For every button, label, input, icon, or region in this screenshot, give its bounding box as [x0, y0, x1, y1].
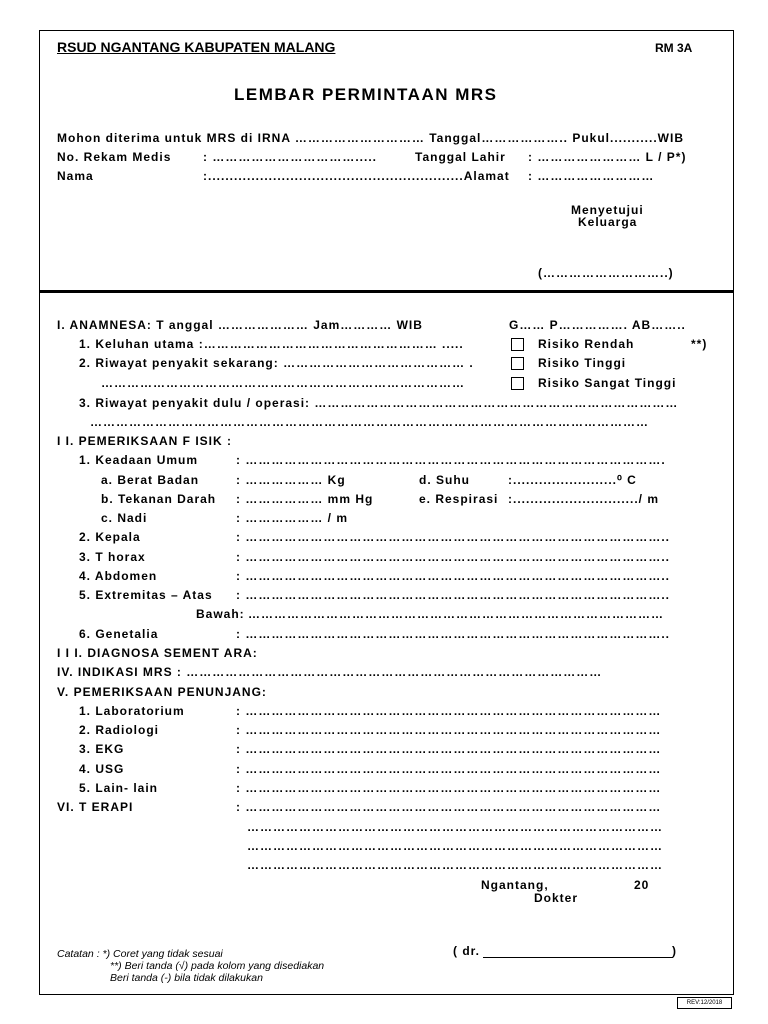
thorax-field[interactable]: : ……………………………………………………………………………………..: [236, 550, 670, 564]
revision-label: REV:12/2018: [677, 997, 732, 1009]
tekanan-darah-field[interactable]: : ……………… mm Hg: [236, 492, 374, 506]
terapi-field-2[interactable]: ……………………………………………………………………………………: [247, 820, 663, 834]
risiko-rendah-label: Risiko Rendah: [538, 337, 635, 351]
note-3: Beri tanda (-) bila tidak dilakukan: [110, 972, 263, 984]
nadi-label: c. Nadi: [101, 511, 148, 525]
suhu-field[interactable]: :........................⁰ C: [508, 473, 637, 487]
riwayat-sekarang-field[interactable]: 2. Riwayat penyakit sekarang: …………………………………… .: [79, 356, 474, 370]
keadaan-umum-label: 1. Keadaan Umum: [79, 453, 199, 467]
doctor-name-line[interactable]: [483, 957, 673, 958]
diagnosa-heading: I I I. DIAGNOSA SEMENT ARA:: [57, 646, 258, 660]
alamat-field[interactable]: : ………………………: [528, 169, 655, 183]
rekam-medis-field[interactable]: : …………………………….....: [203, 150, 377, 164]
kepala-field[interactable]: : ……………………………………………………………………………………..: [236, 530, 670, 544]
consent-signature-field[interactable]: (………………………..): [538, 266, 674, 280]
tekanan-darah-label: b. Tekanan Darah: [101, 492, 217, 506]
terapi-heading: VI. T ERAPI: [57, 800, 134, 814]
terapi-field-4[interactable]: ……………………………………………………………………………………: [247, 858, 663, 872]
admission-line: Mohon diterima untuk MRS di IRNA ………………………… Tanggal……………….. Pukul...........WIB: [57, 131, 684, 145]
risiko-sangat-tinggi-label: Risiko Sangat Tinggi: [538, 376, 677, 390]
berat-badan-label: a. Berat Badan: [101, 473, 200, 487]
riwayat-dulu-field[interactable]: 3. Riwayat penyakit dulu / operasi: …………………………………………………………………………: [79, 396, 679, 410]
penunjang-heading: V. PEMERIKSAAN PENUNJANG:: [57, 685, 267, 699]
ekg-field[interactable]: : ……………………………………………………………………………………: [236, 742, 662, 756]
doctor-name-open: ( dr.: [453, 944, 481, 958]
form-code: RM 3A: [655, 41, 693, 55]
note-2: **) Beri tanda (√) pada kolom yang disediakan: [110, 960, 325, 972]
signature-place: Ngantang,: [481, 878, 549, 892]
note-1: Catatan : *) Coret yang tidak sesuai: [57, 948, 223, 960]
fisik-heading: I I. PEMERIKSAAN F ISIK :: [57, 434, 233, 448]
genetalia-label: 6. Genetalia: [79, 627, 159, 641]
usg-field[interactable]: : ……………………………………………………………………………………: [236, 762, 662, 776]
berat-badan-field[interactable]: : ……………… Kg: [236, 473, 346, 487]
consent-family-label: Keluarga: [578, 215, 638, 229]
nama-field[interactable]: :...........................................................Alamat: [203, 169, 510, 183]
risiko-sangat-tinggi-checkbox[interactable]: [511, 377, 524, 390]
nama-label: Nama: [57, 169, 94, 183]
anamnesa-heading: I. ANAMNESA: T anggal ………………… Jam………… WIB: [57, 318, 423, 332]
laboratorium-field[interactable]: : ……………………………………………………………………………………: [236, 704, 662, 718]
riwayat-sekarang-continuation[interactable]: …………………………………………………………………………: [101, 376, 465, 390]
extremitas-atas-label: 5. Extremitas – Atas: [79, 588, 213, 602]
radiologi-field[interactable]: : ……………………………………………………………………………………: [236, 723, 662, 737]
lain-lain-label: 5. Lain- lain: [79, 781, 159, 795]
keadaan-umum-field[interactable]: : …………………………………………………………………………………….: [236, 453, 666, 467]
respirasi-field[interactable]: :............................./ m: [508, 492, 660, 506]
risiko-note-mark: **): [691, 337, 708, 351]
terapi-field-1[interactable]: : ……………………………………………………………………………………: [236, 800, 662, 814]
doctor-name-close: ): [672, 944, 677, 958]
lain-lain-field[interactable]: : ……………………………………………………………………………………: [236, 781, 662, 795]
genetalia-field[interactable]: : ……………………………………………………………………………………..: [236, 627, 670, 641]
terapi-field-3[interactable]: ……………………………………………………………………………………: [247, 839, 663, 853]
section-divider: [39, 290, 734, 293]
risiko-rendah-checkbox[interactable]: [511, 338, 524, 351]
extremitas-bawah-label: Bawah:: [196, 607, 245, 621]
abdomen-field[interactable]: : ……………………………………………………………………………………..: [236, 569, 670, 583]
extremitas-atas-field[interactable]: : ……………………………………………………………………………………..: [236, 588, 670, 602]
abdomen-label: 4. Abdomen: [79, 569, 158, 583]
radiologi-label: 2. Radiologi: [79, 723, 160, 737]
indikasi-field[interactable]: IV. INDIKASI MRS : ……………………………………………………………………………………: [57, 665, 603, 679]
thorax-label: 3. T horax: [79, 550, 146, 564]
suhu-label: d. Suhu: [419, 473, 470, 487]
respirasi-label: e. Respirasi: [419, 492, 499, 506]
risiko-tinggi-checkbox[interactable]: [511, 357, 524, 370]
ekg-label: 3. EKG: [79, 742, 125, 756]
risiko-tinggi-label: Risiko Tinggi: [538, 356, 627, 370]
kepala-label: 2. Kepala: [79, 530, 141, 544]
rekam-medis-label: No. Rekam Medis: [57, 150, 172, 164]
tanggal-lahir-label: Tanggal Lahir: [415, 150, 506, 164]
nadi-field[interactable]: : ……………… / m: [236, 511, 349, 525]
keluhan-field[interactable]: 1. Keluhan utama :……………………………………………… .....: [79, 337, 464, 351]
consent-label: Menyetujui: [571, 203, 644, 217]
extremitas-bawah-field[interactable]: ……………………………………………………………………………………: [248, 607, 664, 621]
gpa-field[interactable]: G…… P……………. AB……..: [509, 318, 686, 332]
tanggal-lahir-field[interactable]: : …………………… L / P*): [528, 150, 687, 164]
hospital-name: RSUD NGANTANG KABUPATEN MALANG: [57, 39, 336, 55]
form-title: LEMBAR PERMINTAAN MRS: [234, 85, 498, 104]
riwayat-dulu-continuation[interactable]: …………………………………………………………………………………………………………………: [90, 415, 649, 429]
signature-year: 20: [634, 878, 650, 892]
usg-label: 4. USG: [79, 762, 125, 776]
laboratorium-label: 1. Laboratorium: [79, 704, 185, 718]
signature-role: Dokter: [534, 891, 579, 905]
